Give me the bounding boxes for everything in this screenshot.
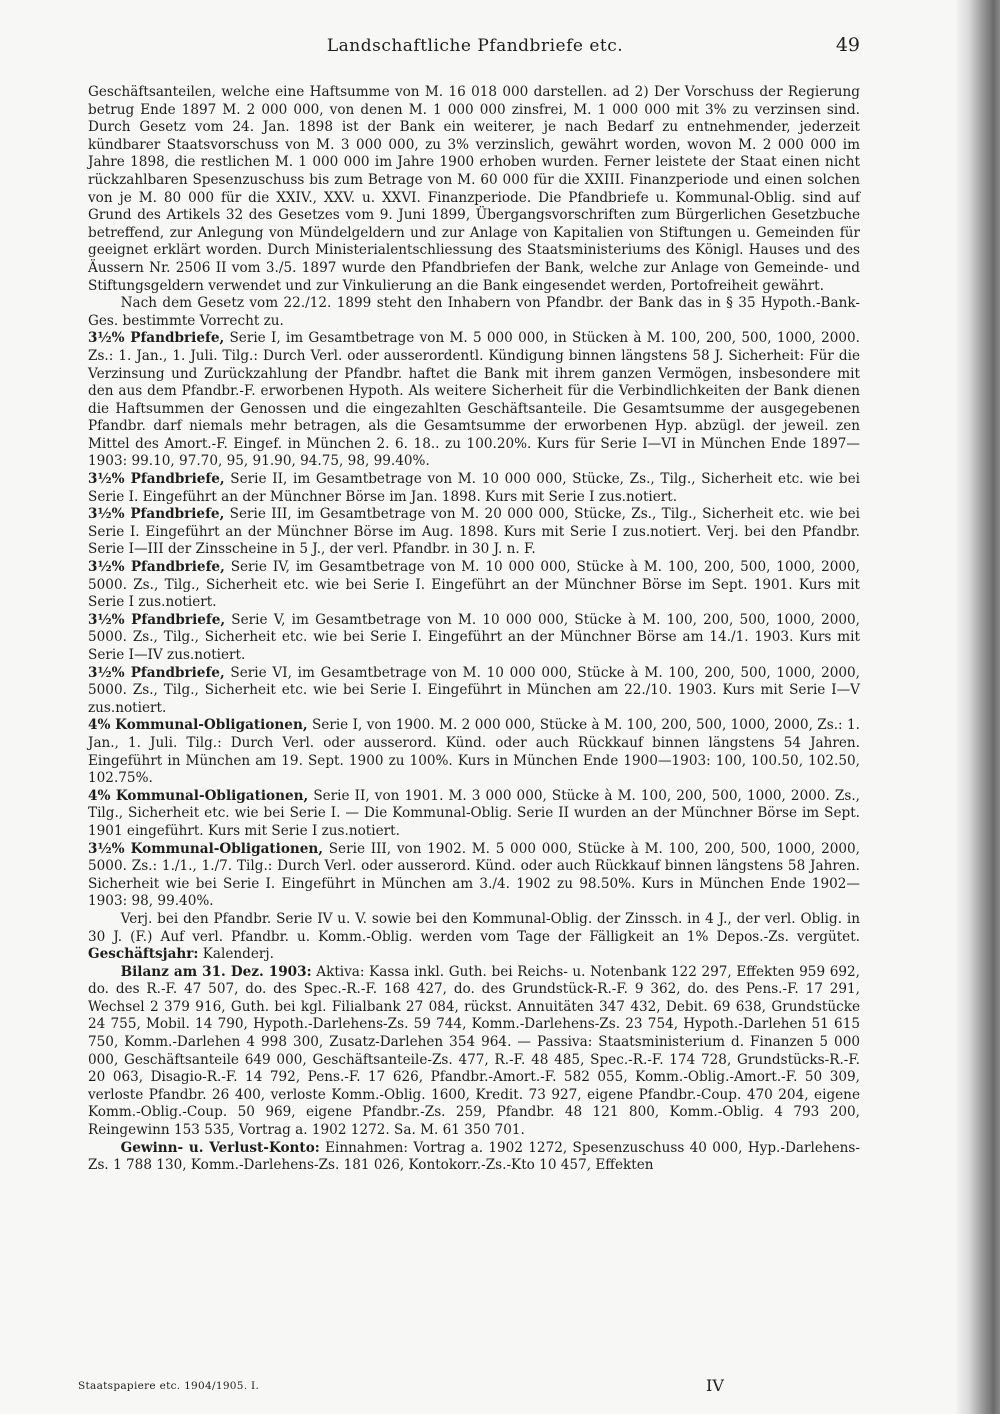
balance-text: Aktiva: Kassa inkl. Guth. bei Reichs- u. Notenbank 122 297, Effekten 959 692, do. des R.-F. 47 507, do. des Spec.-R.-F. 168 427, do. des Grundstück-R.-F. 9 362, do. des Pens.-F. 17 291, Wechsel 2 379 916, Guth. bei kgl. Filialbank 27 084, rückst. Annuitäten 347 432, Debit. 69 638, Grundstücke 24 755, Mobil. 14 790, Hypoth.-Darlehens-Zs. 59 744, Komm.-Darlehens-Zs. 23 754, Hypoth.-Darlehen 51 615 750, Komm.-Darlehen 4 998 300, Zusatz-Darlehen 354 964. — Passiva: Staatsministerium d. Finanzen 5 000 000, Geschäftsanteile 649 000, Geschäftsanteile-Zs. 477, R.-F. 48 485, Spec.-R.-F. 174 728, Grundstücks-R.-F. 20 063, Disagio-R.-F. 14 792, Pens.-F. 17 626, Pfandbr.-Amort.-F. 582 055, Komm.-Oblig.-Amort.-F. 50 309, verloste Pfandbr. 26 400, verloste Komm.-Oblig. 1600, Kredit. 73 927, eigene Pfandbr.-Coup. 470 204, eigene Komm.-Oblig.-Coup. 50 969, eigene Pfandbr.-Zs. 259, Pfandbr. 48 121 800, Komm.-Oblig. 4 793 200, Reingewinn 153 535, Vortrag a. 1902 1272. Sa. M. 61 350 701. <box>88 963 860 1139</box>
entry-lead: 3½% Pfandbriefe, <box>88 559 225 576</box>
running-title: Landschaftliche Pfandbriefe etc. <box>326 36 624 56</box>
bond-entry <box>88 330 860 471</box>
bond-entry <box>88 841 860 911</box>
balance-sheet <box>88 964 860 1140</box>
page-header <box>90 36 860 66</box>
profit-loss-lead: Gewinn- u. Verlust-Konto: <box>120 1139 320 1156</box>
profit-loss-account <box>88 1140 860 1175</box>
entry-lead: 3½% Pfandbriefe, <box>88 330 225 347</box>
entry-lead: 4% Kommunal-Obligationen, <box>88 787 309 804</box>
entry-text: Serie VI, im Gesamtbetrage von M. 10 000 000, Stücke à M. 100, 200, 500, 1000, 2000, 5000. Zs., Tilg., Sicherheit etc. wie bei Serie I. Eingeführt in München am 22./10. 1903. Kurs mit Serie I—V zus.notiert. <box>88 664 860 716</box>
bond-entry <box>88 717 860 787</box>
page-footer <box>78 1376 758 1404</box>
page-number: 49 <box>835 34 860 56</box>
bond-entry <box>88 471 860 506</box>
entry-text: Serie II, von 1901. M. 3 000 000, Stücke à M. 100, 200, 500, 1000, 2000. Zs., Tilg., Sicherheit etc. wie bei Serie I. — Die Kommunal-Oblig. Serie II wurden an der Münchner Börse im Sept. 1901 eingeführt. Kurs mit Serie I zus.notiert. <box>88 787 860 839</box>
body-text <box>88 84 860 1175</box>
entry-lead: 3½% Pfandbriefe, <box>88 664 225 681</box>
closing-text: Verj. bei den Pfandbr. Serie IV u. V. sowie bei den Kommunal-Oblig. der Zinssch. in 4 J., der verl. Oblig. in 30 J. (F.) Auf verl. Pfandbr. u. Komm.-Oblig. werden vom Tage der Fälligkeit an 1% Depos.-Zs. vergütet. <box>88 910 860 945</box>
entry-lead: 4% Kommunal-Obligationen, <box>88 717 308 734</box>
bond-entry <box>88 506 860 559</box>
fiscal-year-label: Geschäftsjahr: <box>88 946 199 963</box>
fiscal-year-value: Kalenderj. <box>198 946 274 963</box>
entry-text: Serie I, im Gesamtbetrage von M. 5 000 000, in Stücken à M. 100, 200, 500, 1000, 2000. Zs.: 1. Jan., 1. Juli. Tilg.: Durch Verl. oder ausserordentl. Kündigung binnen längstens 58 J. Sicherheit: Für die Verzinsung und Zurückzahlung der Pfandbr. haftet die Bank mit ihrem ganzen Vermögen, insbesondere mit den aus dem Pfandbr.-F. erworbenen Hypoth. Als weitere Sicherheit für die Verbindlichkeiten der Bank dienen die Haftsummen der Genossen und die eingezahlten Geschäftsanteile. Die Gesamtsumme der ausgegebenen Pfandbr. darf niemals mehr betragen, als die Gesamtsumme der erworbenen Hyp. abzügl. der jeweil. zen Mittel des Amort.-F. Eingef. in München 2. 6. 18.. zu 100.20%. Kurs für Serie I—VI in München Ende 1897—1903: 99.10, 97.70, 95, 91.90, 94.75, 98, 99.40%. <box>88 330 860 470</box>
signature-mark: IV <box>706 1376 724 1395</box>
entry-lead: 3½% Kommunal-Obligationen, <box>88 840 324 857</box>
entry-text: Serie III, im Gesamtbetrage von M. 20 000 000, Stücke, Zs., Tilg., Sicherheit etc. wie bei Serie I. Eingeführt an der Münchner Börse im Aug. 1898. Kurs mit Serie I zus.notiert. Verj. bei den Pfandbr. Serie I—III der Zinsscheine in 5 J., der verl. Pfandbr. in 30 J. n. F. <box>88 506 860 558</box>
bond-entry <box>88 559 860 612</box>
closing-paragraph <box>88 911 860 964</box>
bond-entry <box>88 612 860 665</box>
paragraph: Nach dem Gesetz vom 22./12. 1899 steht den Inhabern von Pfandbr. der Bank das in § 35 Hypoth.-Bank-Ges. bestimmte Vorrecht zu. <box>88 295 860 329</box>
entry-lead: 3½% Pfandbriefe, <box>88 611 226 628</box>
entry-lead: 3½% Pfandbriefe, <box>88 471 225 488</box>
entry-text: Serie I, von 1900. M. 2 000 000, Stücke à M. 100, 200, 500, 1000, 2000, Zs.: 1. Jan., 1. Juli. Tilg.: Durch Verl. oder ausserord. Künd. oder auch Rückkauf binnen längstens 54 Jahren. Eingeführt in München am 19. Sept. 1900 zu 100%. Kurs in München Ende 1900—1903: 100, 100.50, 102.50, 102.75%. <box>88 717 860 787</box>
page-edge-shadow <box>956 0 1000 1414</box>
bond-entry <box>88 665 860 718</box>
bond-entry <box>88 788 860 841</box>
profit-loss-text: Einnahmen: Vortrag a. 1902 1272, Spesenzuschuss 40 000, Hyp.-Darlehens-Zs. 1 788 130, Komm.-Darlehens-Zs. 181 026, Kontokorr.-Zs.-Kto 10 457, Effekten <box>88 1139 860 1174</box>
entry-lead: 3½% Pfandbriefe, <box>88 506 225 523</box>
entry-text: Serie IV, im Gesamtbetrage von M. 10 000 000, Stücke à M. 100, 200, 500, 1000, 2000, 5000. Zs., Tilg., Sicherheit etc. wie bei Serie I. Eingeführt an der Münchner Börse im Sept. 1901. Kurs mit Serie I zus.notiert. <box>88 559 861 611</box>
entry-text: Serie V, im Gesamtbetrage von M. 10 000 000, Stücke à M. 100, 200, 500, 1000, 2000, 5000. Zs., Tilg., Sicherheit etc. wie bei Serie I. Eingeführt an der Münchner Börse am 14./1. 1903. Kurs mit Serie I—IV zus.notiert. <box>88 611 861 663</box>
footer-imprint: Staatspapiere etc. 1904/1905. I. <box>78 1380 260 1392</box>
entry-text: Serie III, von 1902. M. 5 000 000, Stücke à M. 100, 200, 500, 1000, 2000, 5000. Zs.: 1./1., 1./7. Tilg.: Durch Verl. oder ausserord. Künd. oder auch Rückkauf binnen längstens 58 Jahren. Sicherheit wie bei Serie I. Eingeführt in München am 3./4. 1902 zu 98.50%. Kurs in München Ende 1902—1903: 98, 99.40%. <box>88 840 860 910</box>
balance-lead: Bilanz am 31. Dez. 1903: <box>120 963 312 980</box>
paragraph: Geschäftsanteilen, welche eine Haftsumme von M. 16 018 000 darstellen. ad 2) Der Vorschuss der Regierung betrug Ende 1897 M. 2 000 000, von denen M. 1 000 000 zinsfrei, M. 1 000 000 mit 3% zu verzinsen sind. Durch Gesetz vom 24. Jan. 1898 ist der Bank ein weiterer, je nach Bedarf zu entnehmender, jederzeit kündbarer Staatsvorschuss von M. 3 000 000, zu 3% verzinslich, gewährt worden, wovon M. 2 000 000 im Jahre 1898, die restlichen M. 1 000 000 im Jahre 1900 erhoben wurden. Ferner leistete der Staat einen nicht rückzahlbaren Spesenzuschuss bis zum Betrage von M. 60 000 für die XXIII. Finanzperiode und einen solchen von je M. 80 000 für die XXIV., XXV. u. XXVI. Finanzperiode. Die Pfandbriefe u. Kommunal-Oblig. sind auf Grund des Artikels 32 des Gesetzes vom 9. Juni 1899, Übergangsvorschriften zum Bürgerlichen Gesetzbuche betreffend, zur Anlegung von Mündelgeldern und zur Anlage von Kapitalien von Stiftungen u. Gemeinden für geeignet erklärt worden. Durch Ministerialentschliessung des Staatsministeriums des Königl. Hauses und des Äussern Nr. 2506 II vom 3./5. 1897 wurde den Pfandbriefen der Bank, welche zur Anlage von Gemeinde- und Stiftungsgeldern verwendet und zur Vinkulierung an die Bank eingesendet werden, Portofreiheit gewährt. <box>88 84 860 294</box>
entry-text: Serie II, im Gesamtbetrage von M. 10 000 000, Stücke, Zs., Tilg., Sicherheit etc. wie bei Serie I. Eingeführt an der Münchner Börse im Jan. 1898. Kurs mit Serie I zus.notiert. <box>88 471 860 505</box>
